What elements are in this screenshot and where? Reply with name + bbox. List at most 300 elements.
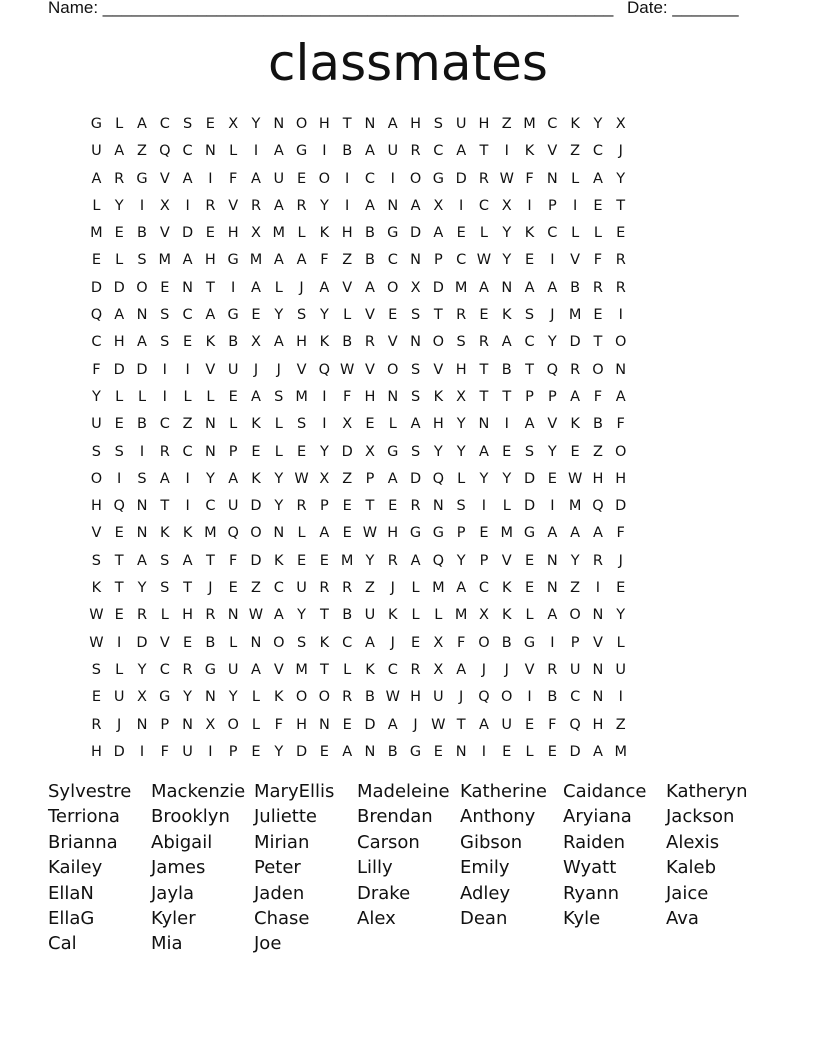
grid-letter[interactable]: Q [432, 470, 445, 487]
grid-letter[interactable]: A [114, 143, 125, 160]
grid-letter[interactable]: A [251, 279, 261, 296]
grid-letter[interactable]: E [342, 498, 352, 515]
grid-letter[interactable]: Q [592, 498, 604, 515]
grid-letter[interactable]: R [410, 498, 421, 515]
grid-letter[interactable]: N [136, 307, 148, 324]
grid-letter[interactable]: P [228, 443, 238, 460]
grid-letter[interactable]: D [432, 279, 444, 296]
grid-letter[interactable]: N [318, 716, 330, 733]
grid-letter[interactable]: C [342, 634, 353, 651]
grid-letter[interactable]: P [547, 197, 557, 214]
grid-letter[interactable]: H [227, 225, 239, 242]
grid-letter[interactable]: E [342, 525, 352, 542]
grid-letter[interactable]: L [479, 225, 488, 242]
grid-letter[interactable]: S [160, 580, 170, 597]
grid-letter[interactable]: Q [90, 307, 103, 324]
grid-letter[interactable]: A [365, 143, 375, 160]
grid-letter[interactable]: N [592, 661, 604, 678]
grid-letter[interactable]: I [185, 361, 190, 378]
grid-letter[interactable]: N [410, 334, 421, 351]
grid-letter[interactable]: B [387, 743, 398, 760]
grid-letter[interactable]: I [185, 197, 190, 214]
grid-letter[interactable]: O [295, 116, 308, 132]
grid-letter[interactable]: N [546, 580, 558, 597]
grid-letter[interactable]: I [162, 388, 167, 405]
grid-letter[interactable]: H [615, 470, 627, 487]
grid-letter[interactable]: J [618, 552, 623, 569]
grid-letter[interactable]: F [160, 743, 169, 760]
grid-letter[interactable]: G [227, 307, 239, 324]
grid-letter[interactable]: B [547, 689, 558, 706]
grid-letter[interactable]: D [136, 634, 148, 651]
grid-letter[interactable]: Z [342, 470, 353, 487]
grid-letter[interactable]: E [433, 743, 443, 760]
grid-letter[interactable]: A [570, 388, 581, 405]
grid-letter[interactable]: Y [274, 743, 284, 760]
grid-letter[interactable]: T [205, 279, 215, 296]
grid-letter[interactable]: X [433, 661, 444, 678]
grid-letter[interactable]: S [160, 552, 170, 569]
grid-letter[interactable]: Z [342, 252, 353, 269]
grid-letter[interactable]: J [208, 580, 213, 597]
grid-letter[interactable]: T [433, 307, 443, 324]
grid-letter[interactable]: V [205, 361, 216, 378]
grid-letter[interactable]: W [89, 607, 104, 624]
grid-letter[interactable]: I [504, 143, 509, 160]
grid-letter[interactable]: E [593, 197, 603, 214]
grid-letter[interactable]: E [593, 307, 603, 324]
grid-letter[interactable]: C [91, 334, 102, 351]
grid-letter[interactable]: T [479, 388, 489, 405]
grid-letter[interactable]: U [569, 661, 581, 678]
grid-letter[interactable]: G [523, 634, 536, 651]
grid-letter[interactable]: L [251, 716, 261, 733]
grid-letter[interactable]: Q [569, 716, 581, 733]
grid-letter[interactable]: Y [502, 252, 512, 269]
grid-letter[interactable]: A [365, 197, 375, 214]
grid-letter[interactable]: A [524, 416, 535, 433]
grid-letter[interactable]: W [476, 252, 492, 269]
grid-letter[interactable]: A [273, 334, 284, 351]
grid-letter[interactable]: I [459, 197, 464, 214]
grid-letter[interactable]: C [433, 143, 444, 160]
grid-letter[interactable]: Y [365, 552, 375, 569]
grid-letter[interactable]: X [615, 116, 626, 132]
grid-letter[interactable]: V [365, 361, 375, 378]
grid-letter[interactable]: R [205, 607, 216, 624]
grid-letter[interactable]: W [431, 716, 446, 733]
grid-letter[interactable]: Q [478, 689, 490, 706]
grid-letter[interactable]: Y [456, 552, 466, 569]
grid-letter[interactable]: E [410, 634, 421, 651]
grid-letter[interactable]: D [409, 470, 422, 487]
grid-letter[interactable]: A [456, 661, 467, 678]
grid-letter[interactable]: O [501, 689, 513, 706]
grid-letter[interactable]: X [342, 416, 353, 433]
grid-letter[interactable]: L [434, 607, 443, 624]
grid-letter[interactable]: L [525, 607, 534, 624]
grid-letter[interactable]: A [478, 716, 489, 733]
grid-letter[interactable]: Z [570, 580, 581, 597]
grid-letter[interactable]: P [365, 470, 375, 487]
grid-letter[interactable]: R [615, 252, 626, 269]
grid-letter[interactable]: R [250, 197, 262, 214]
grid-letter[interactable]: L [115, 252, 124, 269]
grid-letter[interactable]: Y [274, 307, 284, 324]
grid-letter[interactable]: N [204, 689, 216, 706]
grid-letter[interactable]: X [433, 197, 444, 214]
grid-letter[interactable]: N [136, 716, 148, 733]
grid-letter[interactable]: K [319, 634, 330, 651]
grid-letter[interactable]: V [159, 225, 170, 242]
grid-letter[interactable]: O [318, 689, 331, 706]
grid-letter[interactable]: N [364, 743, 376, 760]
grid-letter[interactable]: K [205, 334, 216, 351]
grid-letter[interactable]: U [227, 498, 239, 515]
grid-letter[interactable]: B [228, 334, 239, 351]
grid-letter[interactable]: E [547, 743, 557, 760]
grid-letter[interactable]: X [159, 197, 170, 214]
grid-letter[interactable]: W [248, 607, 264, 624]
grid-letter[interactable]: M [158, 252, 172, 269]
grid-letter[interactable]: Q [159, 143, 171, 160]
grid-letter[interactable]: A [365, 634, 375, 651]
grid-letter[interactable]: R [159, 443, 170, 460]
grid-letter[interactable]: G [90, 116, 103, 132]
grid-letter[interactable]: E [91, 689, 101, 706]
grid-letter[interactable]: R [205, 197, 216, 214]
grid-letter[interactable]: T [479, 143, 489, 160]
grid-letter[interactable]: S [137, 252, 147, 269]
grid-letter[interactable]: A [273, 143, 284, 160]
grid-letter[interactable]: Y [251, 116, 261, 132]
grid-letter[interactable]: T [479, 361, 489, 378]
grid-letter[interactable]: B [592, 416, 603, 433]
grid-letter[interactable]: U [227, 661, 239, 678]
grid-letter[interactable]: V [387, 334, 398, 351]
grid-letter[interactable]: I [550, 634, 555, 651]
grid-letter[interactable]: T [183, 580, 193, 597]
grid-letter[interactable]: E [251, 307, 261, 324]
grid-letter[interactable]: Z [592, 443, 603, 460]
grid-letter[interactable]: U [182, 743, 193, 760]
grid-letter[interactable]: O [615, 443, 627, 460]
grid-letter[interactable]: Y [479, 470, 489, 487]
grid-letter[interactable]: D [250, 552, 262, 569]
grid-letter[interactable]: X [364, 443, 375, 460]
grid-letter[interactable]: Y [228, 689, 238, 706]
grid-letter[interactable]: E [524, 252, 535, 269]
grid-letter[interactable]: K [501, 307, 512, 324]
grid-letter[interactable]: C [547, 116, 558, 132]
grid-letter[interactable]: Z [137, 143, 147, 160]
grid-letter[interactable]: Y [547, 443, 557, 460]
grid-letter[interactable]: L [297, 525, 306, 542]
grid-letter[interactable]: P [570, 634, 580, 651]
grid-letter[interactable]: A [251, 661, 261, 678]
grid-letter[interactable]: R [114, 170, 125, 187]
grid-letter[interactable]: I [572, 197, 578, 214]
grid-letter[interactable]: E [502, 743, 512, 760]
grid-letter[interactable]: T [114, 552, 124, 569]
grid-letter[interactable]: E [251, 743, 261, 760]
grid-letter[interactable]: R [136, 607, 148, 624]
grid-letter[interactable]: E [479, 525, 489, 542]
grid-letter[interactable]: V [592, 634, 603, 651]
grid-letter[interactable]: F [548, 716, 557, 733]
grid-letter[interactable]: A [592, 525, 603, 542]
grid-letter[interactable]: I [117, 470, 122, 487]
grid-letter[interactable]: C [182, 443, 193, 460]
grid-letter[interactable]: E [296, 443, 307, 460]
grid-letter[interactable]: Y [616, 170, 626, 187]
date-field[interactable]: Date: _______ [627, 0, 739, 17]
grid-letter[interactable]: E [456, 225, 466, 242]
grid-letter[interactable]: C [159, 416, 170, 433]
grid-letter[interactable]: P [456, 525, 466, 542]
grid-letter[interactable]: L [274, 416, 283, 433]
grid-letter[interactable]: K [501, 580, 512, 597]
grid-letter[interactable]: A [296, 252, 307, 269]
grid-letter[interactable]: X [205, 716, 216, 733]
grid-letter[interactable]: N [182, 279, 194, 296]
grid-letter[interactable]: U [113, 689, 125, 706]
grid-letter[interactable]: V [524, 661, 535, 678]
grid-letter[interactable]: N [204, 143, 216, 160]
grid-letter[interactable]: E [570, 443, 580, 460]
grid-letter[interactable]: N [546, 552, 558, 569]
grid-letter[interactable]: N [250, 634, 262, 651]
grid-letter[interactable]: S [91, 661, 101, 678]
grid-letter[interactable]: F [320, 252, 329, 269]
grid-letter[interactable]: R [91, 716, 102, 733]
grid-letter[interactable]: E [319, 552, 329, 569]
grid-letter[interactable]: Y [502, 225, 512, 242]
grid-letter[interactable]: Y [319, 307, 329, 324]
grid-letter[interactable]: O [90, 470, 103, 487]
grid-letter[interactable]: Q [227, 525, 239, 542]
grid-letter[interactable]: N [273, 116, 285, 132]
grid-letter[interactable]: P [525, 388, 534, 405]
grid-letter[interactable]: T [342, 116, 352, 132]
grid-letter[interactable]: K [274, 552, 284, 569]
grid-letter[interactable]: I [322, 416, 327, 433]
grid-letter[interactable]: L [388, 416, 397, 433]
grid-letter[interactable]: P [479, 552, 489, 569]
grid-letter[interactable]: R [296, 197, 307, 214]
grid-letter[interactable]: V [501, 552, 512, 569]
grid-letter[interactable]: M [568, 498, 582, 515]
grid-letter[interactable]: V [547, 416, 558, 433]
grid-letter[interactable]: C [387, 252, 398, 269]
grid-letter[interactable]: A [547, 607, 558, 624]
grid-letter[interactable]: N [136, 498, 148, 515]
grid-letter[interactable]: A [91, 170, 102, 187]
grid-letter[interactable]: F [616, 416, 625, 433]
grid-letter[interactable]: K [501, 607, 512, 624]
grid-letter[interactable]: H [90, 743, 102, 760]
grid-letter[interactable]: L [115, 388, 124, 405]
grid-letter[interactable]: E [616, 225, 626, 242]
grid-letter[interactable]: N [615, 361, 627, 378]
grid-letter[interactable]: D [250, 498, 262, 515]
grid-letter[interactable]: H [387, 525, 399, 542]
grid-letter[interactable]: U [615, 661, 627, 678]
grid-letter[interactable]: W [567, 470, 583, 487]
grid-letter[interactable]: A [228, 470, 239, 487]
grid-letter[interactable]: R [456, 307, 467, 324]
grid-letter[interactable]: K [91, 580, 102, 597]
grid-letter[interactable]: R [547, 661, 558, 678]
grid-letter[interactable]: L [593, 225, 602, 242]
grid-letter[interactable]: P [319, 498, 329, 515]
grid-letter[interactable]: D [569, 334, 581, 351]
grid-letter[interactable]: Y [456, 443, 466, 460]
grid-letter[interactable]: E [616, 580, 626, 597]
grid-letter[interactable]: I [618, 689, 623, 706]
grid-letter[interactable]: B [570, 279, 581, 296]
grid-letter[interactable]: M [432, 580, 445, 597]
grid-letter[interactable]: H [204, 252, 216, 269]
grid-letter[interactable]: A [137, 552, 147, 569]
grid-letter[interactable]: I [345, 170, 350, 187]
grid-letter[interactable]: B [501, 361, 512, 378]
grid-letter[interactable]: N [204, 416, 216, 433]
grid-letter[interactable]: F [342, 388, 352, 405]
grid-letter[interactable]: F [229, 170, 238, 187]
grid-letter[interactable]: G [136, 170, 148, 187]
grid-letter[interactable]: S [410, 388, 421, 405]
grid-letter[interactable]: T [365, 498, 375, 515]
grid-letter[interactable]: G [159, 689, 171, 706]
grid-letter[interactable]: A [273, 252, 284, 269]
grid-letter[interactable]: O [273, 634, 285, 651]
grid-letter[interactable]: A [570, 525, 581, 542]
grid-letter[interactable]: K [524, 225, 535, 242]
grid-letter[interactable]: T [319, 607, 329, 624]
grid-letter[interactable]: K [251, 470, 261, 487]
grid-letter[interactable]: L [411, 607, 420, 624]
grid-letter[interactable]: N [387, 197, 399, 214]
grid-letter[interactable]: D [341, 443, 353, 460]
grid-letter[interactable]: J [117, 716, 122, 733]
grid-letter[interactable]: X [137, 689, 147, 706]
grid-letter[interactable]: F [593, 252, 603, 269]
grid-letter[interactable]: A [410, 416, 421, 433]
grid-letter[interactable]: D [90, 279, 102, 296]
grid-letter[interactable]: L [616, 634, 625, 651]
grid-letter[interactable]: H [455, 361, 467, 378]
grid-letter[interactable]: O [227, 716, 239, 733]
grid-letter[interactable]: S [524, 307, 535, 324]
grid-letter[interactable]: G [409, 525, 422, 542]
grid-letter[interactable]: Q [113, 498, 125, 515]
grid-letter[interactable]: V [342, 279, 353, 296]
grid-letter[interactable]: C [524, 334, 535, 351]
grid-letter[interactable]: A [524, 279, 535, 296]
grid-letter[interactable]: T [160, 498, 170, 515]
grid-letter[interactable]: R [478, 334, 489, 351]
grid-letter[interactable]: S [160, 334, 170, 351]
grid-letter[interactable]: B [342, 143, 353, 160]
grid-letter[interactable]: N [478, 416, 490, 433]
grid-letter[interactable]: A [410, 197, 421, 214]
grid-letter[interactable]: L [457, 470, 466, 487]
grid-letter[interactable]: E [342, 716, 352, 733]
grid-letter[interactable]: Z [364, 580, 375, 597]
grid-letter[interactable]: L [183, 388, 192, 405]
grid-letter[interactable]: T [525, 361, 534, 378]
grid-letter[interactable]: H [182, 607, 194, 624]
grid-letter[interactable]: T [456, 716, 466, 733]
grid-letter[interactable]: D [182, 225, 194, 242]
grid-letter[interactable]: A [501, 334, 512, 351]
grid-letter[interactable]: M [340, 552, 354, 569]
grid-letter[interactable]: S [137, 470, 147, 487]
grid-letter[interactable]: E [183, 634, 193, 651]
grid-letter[interactable]: L [137, 388, 147, 405]
grid-letter[interactable]: E [114, 525, 124, 542]
grid-letter[interactable]: J [481, 661, 487, 678]
grid-letter[interactable]: J [618, 143, 623, 160]
grid-letter[interactable]: I [185, 498, 190, 515]
grid-letter[interactable]: L [92, 197, 101, 214]
grid-letter[interactable]: R [319, 580, 330, 597]
grid-letter[interactable]: H [432, 416, 444, 433]
grid-letter[interactable]: S [296, 416, 307, 433]
grid-letter[interactable]: S [410, 443, 421, 460]
grid-letter[interactable]: A [433, 225, 444, 242]
grid-letter[interactable]: N [455, 743, 467, 760]
grid-letter[interactable]: D [569, 743, 581, 760]
grid-letter[interactable]: X [433, 634, 444, 651]
grid-letter[interactable]: D [113, 279, 125, 296]
grid-letter[interactable]: P [433, 252, 443, 269]
grid-letter[interactable]: I [550, 498, 555, 515]
grid-letter[interactable]: L [525, 743, 534, 760]
grid-letter[interactable]: H [341, 225, 353, 242]
grid-letter[interactable]: X [319, 470, 330, 487]
grid-letter[interactable]: O [387, 361, 399, 378]
grid-letter[interactable]: U [91, 416, 102, 433]
grid-letter[interactable]: I [481, 743, 487, 760]
grid-letter[interactable]: I [322, 388, 327, 405]
grid-letter[interactable]: B [137, 225, 147, 242]
grid-letter[interactable]: N [546, 170, 558, 187]
grid-letter[interactable]: Y [547, 334, 557, 351]
grid-letter[interactable]: K [388, 607, 398, 624]
grid-letter[interactable]: S [524, 443, 535, 460]
grid-letter[interactable]: Z [615, 716, 626, 733]
grid-letter[interactable]: A [251, 388, 261, 405]
grid-letter[interactable]: R [364, 334, 375, 351]
grid-letter[interactable]: H [296, 334, 308, 351]
grid-letter[interactable]: Z [501, 116, 512, 132]
grid-letter[interactable]: D [409, 225, 422, 242]
grid-letter[interactable]: C [592, 143, 603, 160]
grid-letter[interactable]: C [570, 689, 581, 706]
grid-letter[interactable]: Q [546, 361, 559, 378]
grid-letter[interactable]: B [364, 252, 375, 269]
grid-letter[interactable]: A [456, 580, 467, 597]
grid-letter[interactable]: Q [318, 361, 331, 378]
grid-letter[interactable]: K [274, 689, 284, 706]
grid-letter[interactable]: Y [137, 661, 147, 678]
grid-letter[interactable]: R [592, 552, 603, 569]
grid-letter[interactable]: I [139, 443, 145, 460]
grid-letter[interactable]: R [570, 361, 581, 378]
grid-letter[interactable]: K [570, 116, 580, 132]
